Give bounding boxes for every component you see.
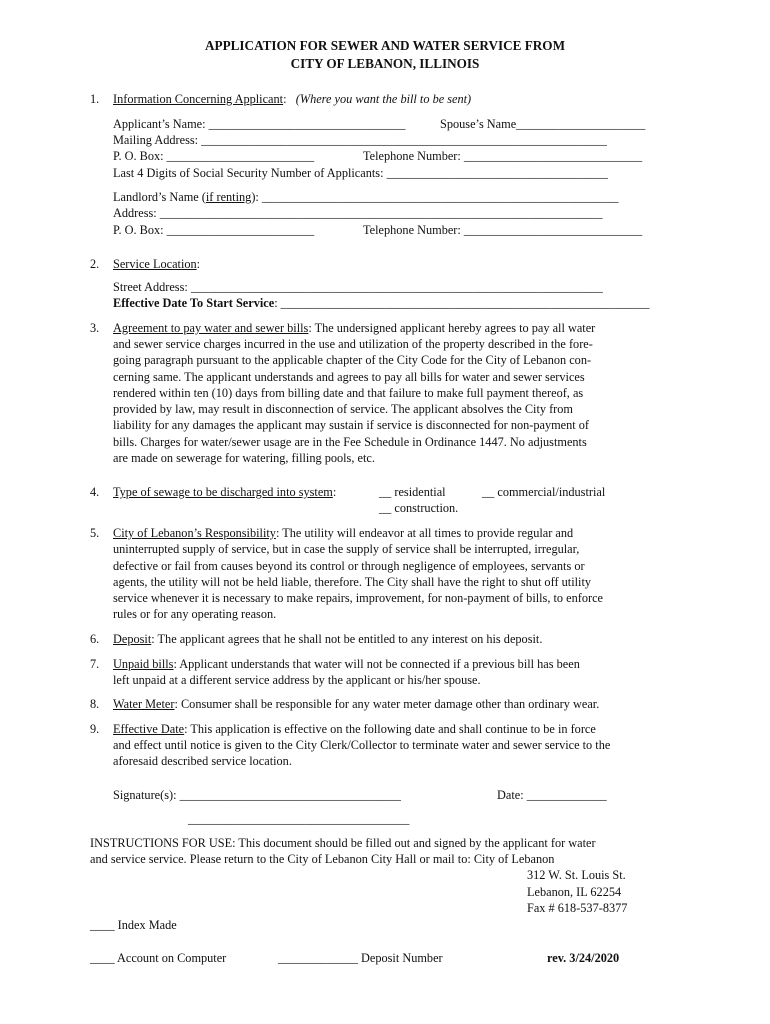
index-made-field[interactable]: ____ Index Made [90, 918, 177, 932]
effective-date-field[interactable] [113, 296, 650, 311]
instructions-line-2: and service service. Please return to the City of Lebanon City Hall or mail to: City of Lebanon [90, 852, 555, 866]
city-fax: Fax # 618-537-8377 [527, 901, 628, 915]
section-3-text-0: : The undersigned applicant hereby agrees to pay all water [308, 321, 596, 335]
landlord-name-field[interactable] [113, 190, 619, 205]
section-2-colon: : [196, 257, 201, 271]
section-4-heading: Type of sewage to be discharged into system [113, 485, 333, 499]
section-5-text: service whenever it is necessary to make repairs, improvement, for non-payment of bills, to enforce [113, 591, 603, 605]
landlord-address-field[interactable]: Address: ________________________________________________________________________ [113, 206, 603, 220]
section-5-line-1 [113, 526, 573, 541]
section-9-text-0: : This application is effective on the following date and shall continue to be in force [184, 722, 596, 736]
section-8-line [113, 697, 599, 712]
effective-date-line: : ____________________________________________________________ [274, 296, 650, 310]
spouse-name-field[interactable]: Spouse’s Name_____________________ [440, 117, 646, 131]
section-1-number: 1. [90, 92, 100, 106]
sewage-option-residential[interactable]: __ residential [379, 485, 446, 499]
section-2-heading-row [113, 257, 200, 272]
section-4-colon: : [332, 485, 337, 499]
section-3-heading: Agreement to pay water and sewer bills [113, 321, 309, 335]
account-on-computer-field[interactable]: ____ Account on Computer [90, 951, 227, 965]
landlord-telephone-field[interactable]: Telephone Number: _____________________________ [363, 223, 643, 237]
section-7-heading: Unpaid bills [113, 657, 174, 671]
section-5-text: uninterrupted supply of service, but in case the supply of service shall be interrupted, irregular, [113, 542, 580, 556]
city-address-city: Lebanon, IL 62254 [527, 885, 622, 899]
landlord-label-b: ): __________________________________________________________ [251, 190, 619, 204]
signature-field[interactable]: Signature(s): ____________________________________ [113, 788, 401, 802]
landlord-po-box-field[interactable]: P. O. Box: ________________________ [113, 223, 315, 237]
section-5-text-0: : The utility will endeavor at all times to provide regular and [275, 526, 574, 540]
section-5-text: defective or fail from causes beyond its control or through negligence of employees, servants or [113, 559, 585, 573]
landlord-label-a: Landlord’s Name ( [113, 190, 206, 204]
date-field[interactable]: Date: _____________ [497, 788, 607, 802]
mailing-address-field[interactable]: Mailing Address: __________________________________________________________________ [113, 133, 607, 147]
section-5-number: 5. [90, 526, 100, 540]
city-address-street: 312 W. St. Louis St. [527, 868, 626, 882]
section-3-text: rendered within ten (10) days from billing date and that failure to make full payment thereof, as [113, 386, 584, 400]
section-1-note: (Where you want the bill to be sent) [295, 92, 472, 106]
section-9-line-1 [113, 722, 596, 737]
section-3-text: provided by law, may result in disconnection of service. The applicant absolves the City from [113, 402, 573, 416]
section-3-text: and sewer service charges incurred in the use and utilization of the property described in the fore- [113, 337, 593, 351]
section-4-number: 4. [90, 485, 100, 499]
effective-date-label: Effective Date To Start Service [113, 296, 275, 310]
revision-date: rev. 3/24/2020 [547, 951, 620, 965]
section-9-heading: Effective Date [113, 722, 185, 736]
section-3-text: going paragraph pursuant to the applicable chapter of the City Code for the City of Lebanon con- [113, 353, 592, 367]
section-9-number: 9. [90, 722, 100, 736]
section-5-text: rules or for any operating reason. [113, 607, 277, 621]
section-2-heading: Service Location [113, 257, 197, 271]
deposit-number-field[interactable]: _____________ Deposit Number [278, 951, 443, 965]
sewage-option-commercial[interactable]: __ commercial/industrial [482, 485, 606, 499]
landlord-label-if-renting: if renting [205, 190, 252, 204]
form-title-line2: CITY OF LEBANON, ILLINOIS [290, 56, 480, 71]
po-box-field[interactable]: P. O. Box: ________________________ [113, 149, 315, 163]
section-5-heading: City of Lebanon’s Responsibility [113, 526, 276, 540]
section-7-number: 7. [90, 657, 100, 671]
sewage-option-construction[interactable]: __ construction. [379, 501, 459, 515]
section-3-number: 3. [90, 321, 100, 335]
section-8-text: : Consumer shall be responsible for any water meter damage other than ordinary wear. [174, 697, 600, 711]
section-8-number: 8. [90, 697, 100, 711]
section-9-text: and effect until notice is given to the City Clerk/Collector to terminate water and sewer service to the [113, 738, 611, 752]
section-5-text: agents, the utility will not be held liable, therefore. The City shall have the right to shut off utility [113, 575, 592, 589]
section-2-number: 2. [90, 257, 100, 271]
section-7-text-0: : Applicant understands that water will not be connected if a previous bill has been [173, 657, 580, 671]
section-7-text: left unpaid at a different service address by the applicant or his/her spouse. [113, 673, 481, 687]
section-6-line [113, 632, 542, 647]
section-7-line-1 [113, 657, 580, 672]
telephone-field[interactable]: Telephone Number: _____________________________ [363, 149, 643, 163]
section-3-text: bills. Charges for water/sewer usage are in the Fee Schedule in Ordinance 1447. No adjustments [113, 435, 587, 449]
section-1-heading-row [113, 92, 471, 107]
second-signature-field[interactable]: ____________________________________ [188, 812, 410, 826]
section-6-heading: Deposit [113, 632, 152, 646]
street-address-field[interactable]: Street Address: ___________________________________________________________________ [113, 280, 603, 294]
section-3-text: liability for any damages the applicant may sustain if service is disconnected for non-payment of [113, 418, 590, 432]
section-9-text: aforesaid described service location. [113, 754, 292, 768]
section-1-colon: : [283, 92, 287, 106]
section-8-heading: Water Meter [113, 697, 175, 711]
form-title-line1: APPLICATION FOR SEWER AND WATER SERVICE FROM [204, 38, 566, 53]
instructions-line-1: INSTRUCTIONS FOR USE: This document should be filled out and signed by the applicant for water [90, 836, 596, 850]
section-1-heading: Information Concerning Applicant [113, 92, 284, 106]
section-3-line-1 [113, 321, 595, 336]
applicant-name-field[interactable]: Applicant’s Name: ________________________________ [113, 117, 406, 131]
section-4-heading-row [113, 485, 336, 500]
section-6-number: 6. [90, 632, 100, 646]
section-3-text: are made on sewerage for watering, filling pools, etc. [113, 451, 375, 465]
section-6-text: : The applicant agrees that he shall not be entitled to any interest on his deposit. [151, 632, 543, 646]
ssn-last4-field[interactable]: Last 4 Digits of Social Security Number of Applicants: ____________________________________ [113, 166, 608, 180]
section-3-text: cerning same. The applicant understands and agrees to pay all bills for water and sewer services [113, 370, 585, 384]
